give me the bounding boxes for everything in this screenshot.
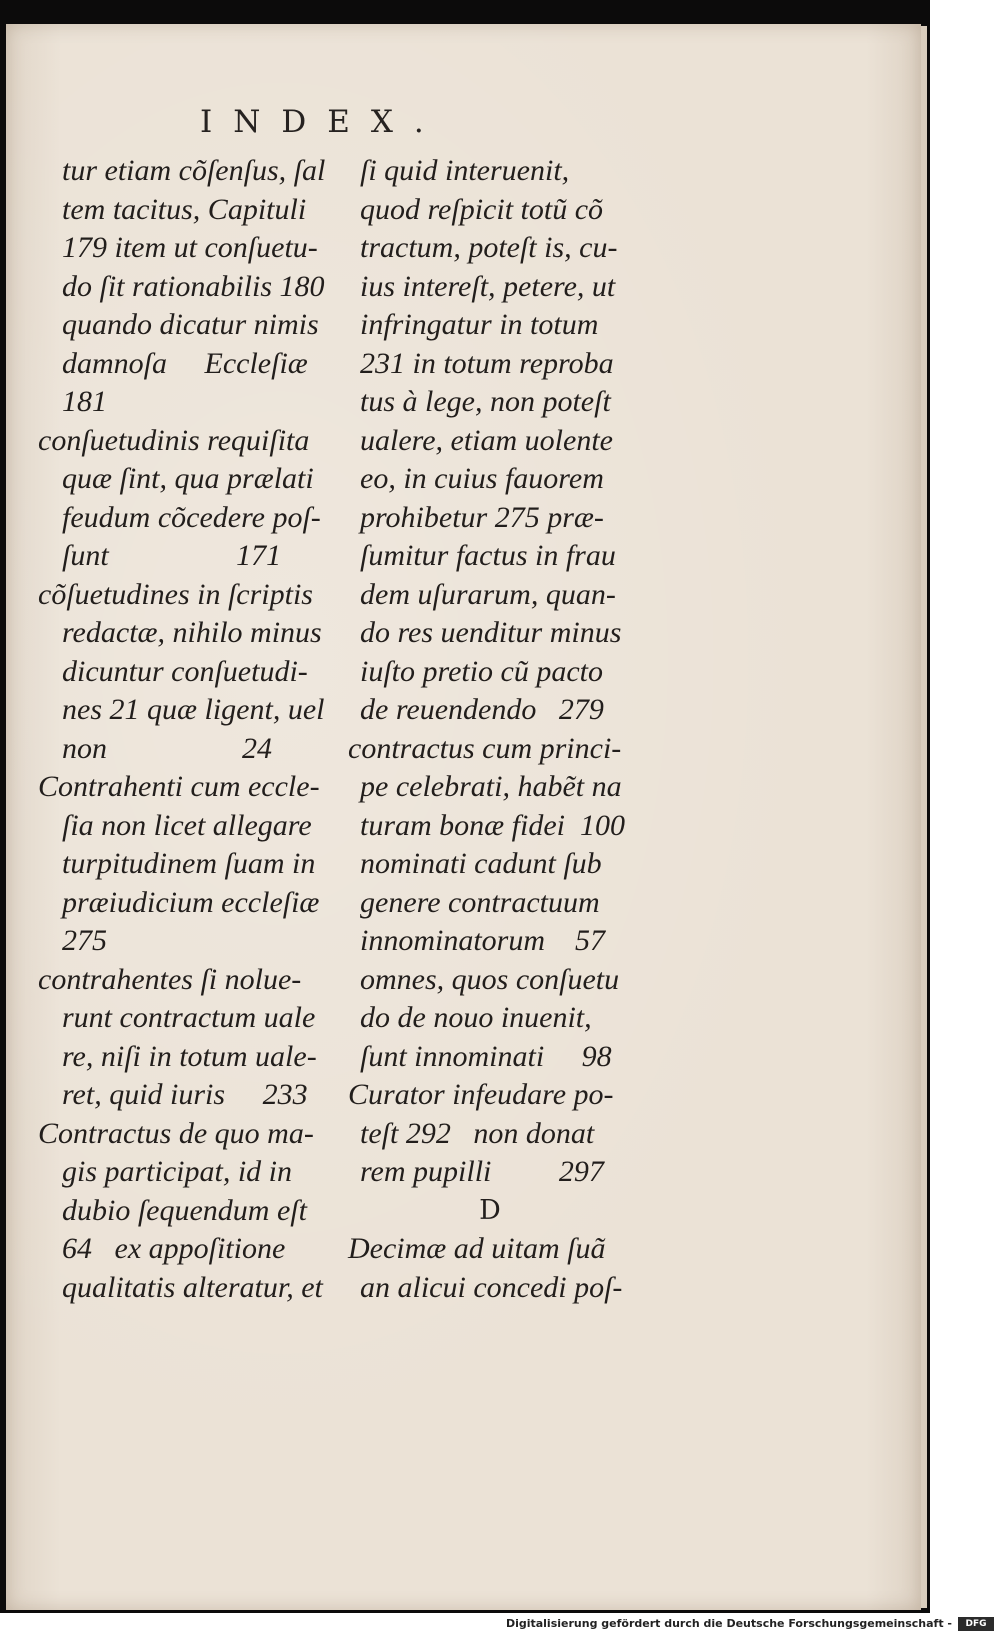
index-line: contractus cum princi- <box>348 731 622 765</box>
index-line: eo, in cuius fauorem <box>360 462 604 495</box>
index-line: runt contractum uale <box>62 1001 316 1034</box>
index-line: ius intereſt, petere, ut <box>360 269 616 303</box>
index-line: infringatur in totum <box>360 308 599 341</box>
index-line: Contractus de quo ma- <box>38 1116 314 1150</box>
index-line: damnoſa Eccleſiæ <box>62 346 308 380</box>
index-line: tur etiam cõſenſus, ſal <box>62 154 326 187</box>
page-edge <box>921 26 927 1608</box>
index-line: 231 in totum reproba <box>360 346 614 380</box>
index-line: pe celebrati, habẽt na <box>360 770 622 803</box>
index-line: dicuntur conſuetudi- <box>62 654 308 688</box>
index-line: 179 item ut conſuetu- <box>62 231 318 264</box>
section-letter: D <box>479 1194 501 1226</box>
index-line: turam bonæ fidei 100 <box>360 808 626 842</box>
index-line: do res uenditur minus <box>360 616 622 649</box>
index-line: teſt 292 non donat <box>360 1116 595 1150</box>
index-line: feudum cõcedere poſ- <box>62 500 321 534</box>
index-line: ſumitur factus in frau <box>360 539 616 572</box>
index-line: quæ ſint, qua prælati <box>62 462 314 495</box>
index-line: Decimæ ad uitam ſuã <box>348 1232 606 1265</box>
index-line: 64 ex appoſitione <box>62 1232 286 1265</box>
index-line: do de nouo inuenit, <box>360 1001 592 1034</box>
left-index-column <box>38 152 338 1307</box>
index-line: iuſto pretio cũ pacto <box>360 654 604 688</box>
index-line: cõſuetudines in ſcriptis <box>38 577 313 611</box>
index-line: innominatorum 57 <box>360 924 606 957</box>
index-line: dubio ſequendum eſt <box>62 1193 307 1227</box>
index-line: tus à lege, non poteſt <box>360 385 611 418</box>
page-header: INDEX. <box>200 104 445 140</box>
index-line: non 24 <box>62 731 272 765</box>
index-line: quod reſpicit totũ cõ <box>360 192 604 226</box>
index-line: nes 21 quæ ligent, uel <box>62 693 325 726</box>
index-line: 275 <box>62 924 107 957</box>
index-line: præiudicium eccleſiæ <box>62 885 320 919</box>
index-line: ret, quid iuris 233 <box>62 1078 308 1111</box>
index-line: genere contractuum <box>360 885 600 919</box>
index-line: qualitatis alteratur, et <box>62 1270 323 1304</box>
index-line: gis participat, id in <box>62 1155 293 1188</box>
index-line: do ſit rationabilis 180 <box>62 269 325 303</box>
index-line: an alicui concedi poſ- <box>360 1270 623 1304</box>
index-line: ualere, etiam uolente <box>360 423 613 457</box>
index-line: conſuetudinis requiſita <box>38 423 310 457</box>
index-line: omnes, quos conſuetu <box>360 962 620 996</box>
index-line: dem uſurarum, quan- <box>360 577 616 611</box>
right-index-column <box>348 152 660 1307</box>
index-line: ſunt 171 <box>62 539 282 572</box>
index-line: ſi quid interuenit, <box>360 154 570 187</box>
index-line: redactæ, nihilo minus <box>62 616 322 649</box>
index-line: contrahentes ſi nolue- <box>38 962 302 996</box>
index-line: Contrahenti cum eccle- <box>38 770 320 803</box>
index-line: prohibetur 275 præ- <box>360 500 604 534</box>
digitization-credit: Digitalisierung gefördert durch die Deutsche Forschungsgemeinschaft - <box>505 1617 952 1630</box>
index-line: turpitudinem ſuam in <box>62 847 316 880</box>
index-line: ſunt innominati 98 <box>360 1039 612 1073</box>
index-line: rem pupilli 297 <box>360 1155 604 1188</box>
index-line: de reuendendo 279 <box>360 693 604 726</box>
dfg-logo: DFG <box>958 1617 994 1631</box>
index-line: tem tacitus, Capituli <box>62 192 307 226</box>
index-line: ſia non licet allegare <box>62 808 312 842</box>
index-line: Curator infeudare po- <box>348 1078 614 1111</box>
index-line: tractum, poteſt is, cu- <box>360 231 618 264</box>
index-line: quando dicatur nimis <box>62 308 319 341</box>
index-line: nominati cadunt ſub <box>360 847 602 880</box>
index-line: re, niſi in totum uale- <box>62 1039 317 1073</box>
index-line: 181 <box>62 385 107 418</box>
